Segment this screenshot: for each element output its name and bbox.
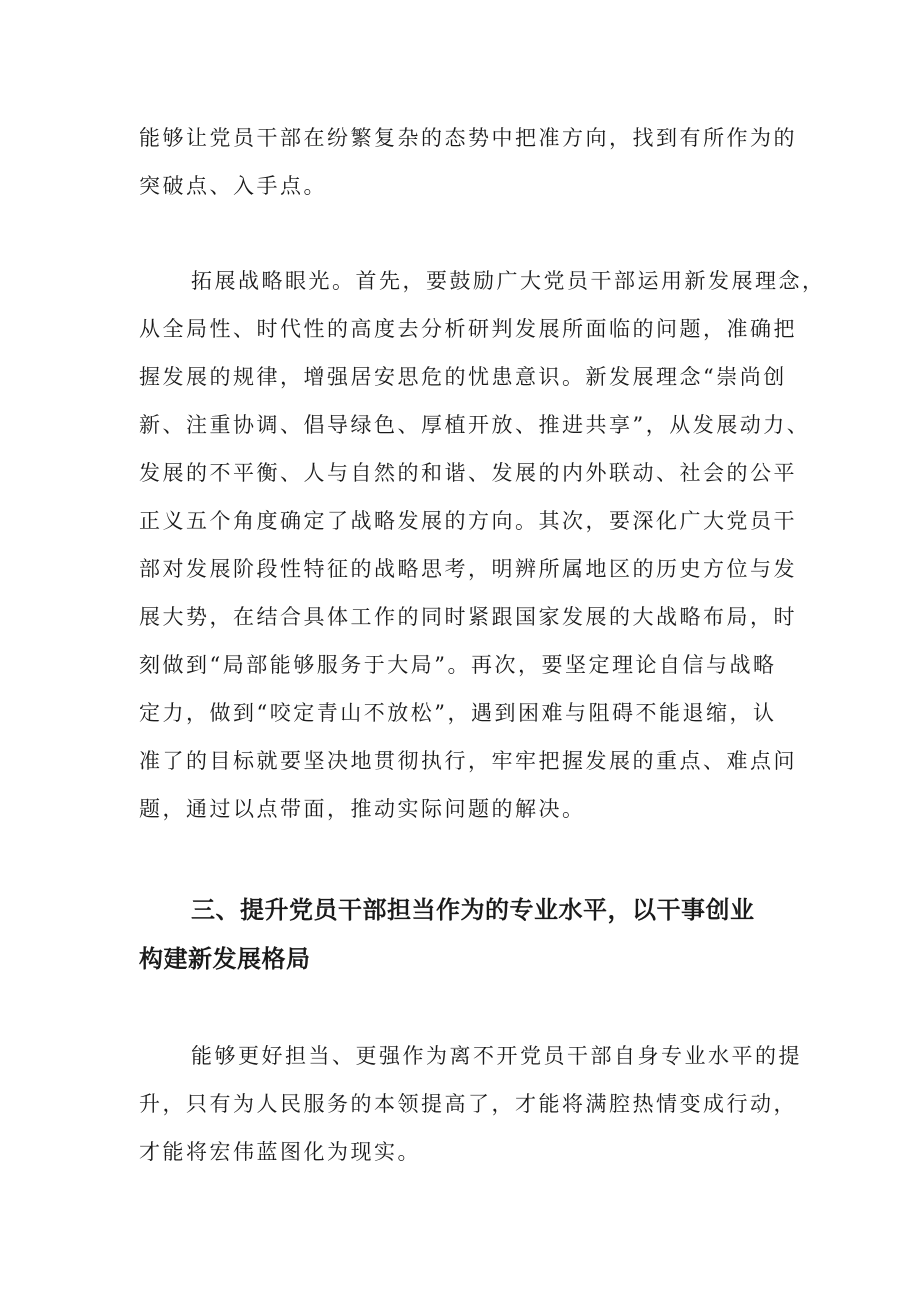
text-line: 题，通过以点带面，推动实际问题的解决。 bbox=[139, 797, 586, 821]
text-line: 握发展的规律，增强居安思危的忧患意识。新发展理念“崇尚创 bbox=[139, 365, 787, 389]
text-line: 升，只有为人民服务的本领提高了，才能将满腔热情变成行动， bbox=[139, 1092, 797, 1116]
heading-line: 三、提升党员干部担当作为的专业水平，以干事创业 bbox=[191, 896, 755, 924]
text-line: 定力，做到“咬定青山不放松”，遇到困难与阻碍不能退缩，认 bbox=[139, 701, 777, 725]
text-line: 新、注重协调、倡导绿色、厚植开放、推进共享”，从发展动力、 bbox=[139, 413, 811, 437]
text-line: 能够更好担当、更强作为离不开党员干部自身专业水平的提 bbox=[191, 1044, 802, 1068]
heading-line: 构建新发展格局 bbox=[139, 945, 311, 973]
text-line: 拓展战略眼光。首先，要鼓励广大党员干部运用新发展理念， bbox=[191, 269, 826, 293]
text-line: 发展的不平衡、人与自然的和谐、发展的内外联动、社会的公平 bbox=[139, 461, 797, 485]
text-line: 部对发展阶段性特征的战略思考，明辨所属地区的历史方位与发 bbox=[139, 557, 797, 581]
text-line: 能够让党员干部在纷繁复杂的态势中把准方向，找到有所作为的 bbox=[139, 126, 797, 150]
text-line: 展大势，在结合具体工作的同时紧跟国家发展的大战略布局，时 bbox=[139, 605, 797, 629]
text-line: 从全局性、时代性的高度去分析研判发展所面临的问题，准确把 bbox=[139, 317, 797, 341]
text-line: 准了的目标就要坚决地贯彻执行，牢牢把握发展的重点、难点问 bbox=[139, 749, 797, 773]
text-line: 正义五个角度确定了战略发展的方向。其次，要深化广大党员干 bbox=[139, 509, 797, 533]
text-line: 突破点、入手点。 bbox=[139, 174, 327, 198]
text-line: 才能将宏伟蓝图化为现实。 bbox=[139, 1140, 421, 1164]
text-line: 刻做到“局部能够服务于大局”。再次，要坚定理论自信与战略 bbox=[139, 653, 777, 677]
